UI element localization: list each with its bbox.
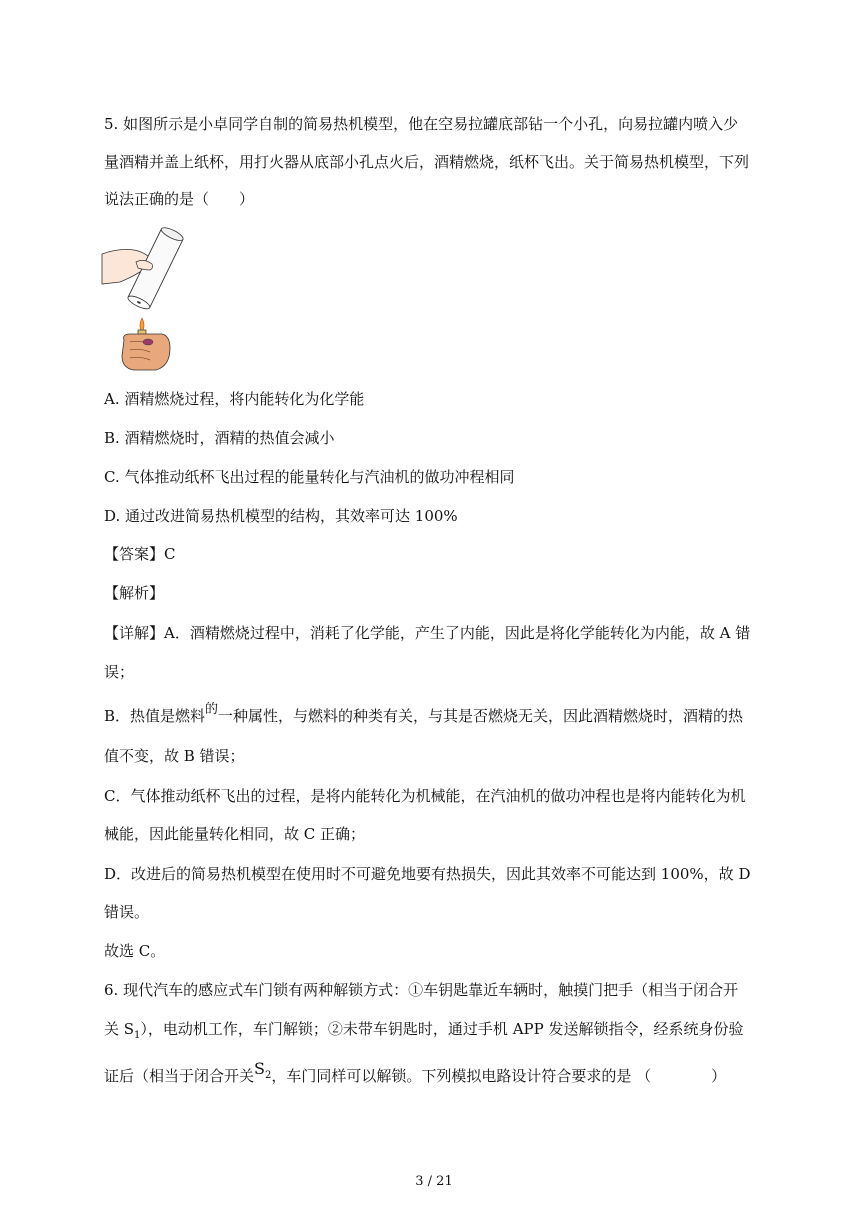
q6-stem-line-2: 关 $S_1$），电动机工作，车门解锁；②未带车钥匙时，通过手机 APP 发送解锁指令，经系统身份验 bbox=[104, 1020, 744, 1041]
q5-stem-line-1: 5. 如图所示是小卓同学自制的简易热机模型，他在空易拉罐底部钻一个小孔，向易拉罐内喷入少 bbox=[104, 115, 739, 133]
q5-stem-line-2: 量酒精并盖上纸杯，用打火器从底部小孔点火后，酒精燃烧，纸杯飞出。关于简易热机模型，下列 bbox=[104, 153, 750, 171]
detail-c-line-2: 械能，因此能量转化相同，故 C 正确； bbox=[104, 825, 366, 843]
option-b: B. 酒精燃烧时，酒精的热值会减小 bbox=[104, 429, 335, 447]
detail-a-line-2: 误； bbox=[104, 663, 135, 681]
page-number: 3 / 21 bbox=[415, 1174, 453, 1189]
detail-c-line-1: C．气体推动纸杯飞出的过程，是将内能转化为机械能，在汽油机的做功冲程也是将内能转化为机 bbox=[104, 787, 746, 805]
answer-label: 【答案】C bbox=[104, 545, 176, 563]
option-a: A. 酒精燃烧过程，将内能转化为化学能 bbox=[104, 390, 365, 408]
detail-b-line-2: 值不变，故 B 错误； bbox=[104, 747, 245, 765]
q6-stem-line-3: 证后（相当于闭合开关$S_2$，车门同样可以解锁。下列模拟电路设计符合要求的是 （ ） bbox=[104, 1059, 727, 1085]
detail-b-line-1: B．热值是燃料的一种属性，与燃料的种类有关，与其是否燃烧无关，因此酒精燃烧时，酒精的热 bbox=[104, 702, 744, 725]
detail-a-line-1: 【详解】A．酒精燃烧过程中，消耗了化学能，产生了内能，因此是将化学能转化为内能，故 A 错 bbox=[104, 624, 751, 642]
q5-stem-line-3: 说法正确的是（ ） bbox=[104, 190, 255, 208]
option-c: C. 气体推动纸杯飞出过程的能量转化与汽油机的做功冲程相同 bbox=[104, 468, 515, 486]
choose-line: 故选 C。 bbox=[104, 942, 166, 960]
option-d: D. 通过改进简易热机模型的结构，其效率可达 100% bbox=[104, 507, 458, 525]
detail-d-line-2: 错误。 bbox=[104, 903, 150, 921]
detail-d-line-1: D．改进后的简易热机模型在使用时不可避免地要有热损失，因此其效率不可能达到 100%，故 D bbox=[104, 865, 751, 883]
heat-engine-figure bbox=[100, 226, 200, 372]
analysis-label: 【解析】 bbox=[104, 584, 165, 602]
q6-stem-line-1: 6. 现代汽车的感应式车门锁有两种解锁方式：①车钥匙靠近车辆时，触摸门把手（相当于闭合开 bbox=[104, 981, 739, 999]
